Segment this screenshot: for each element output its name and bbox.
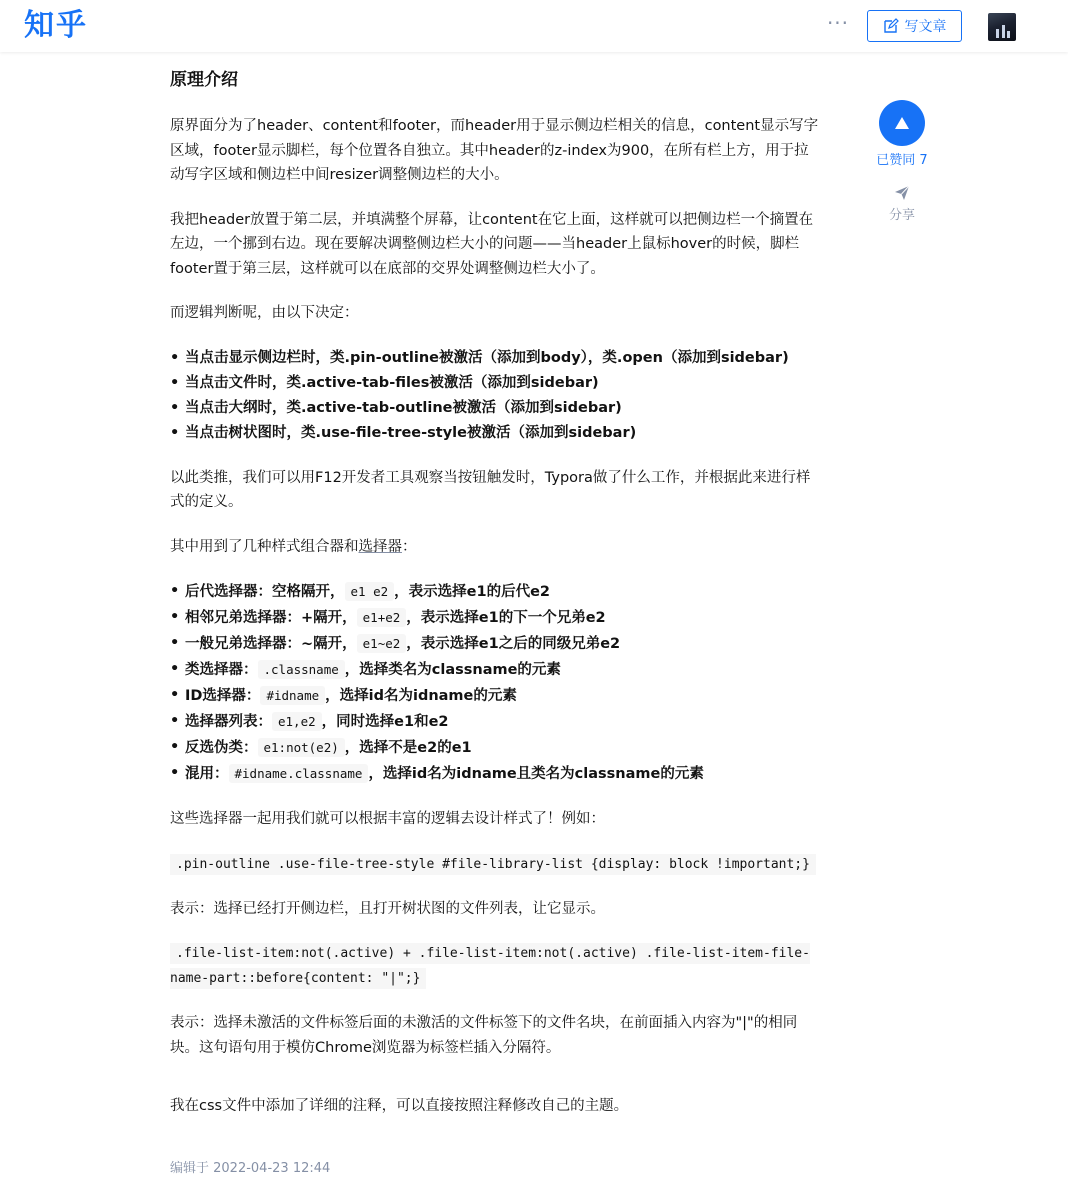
selectors-intro-text: 其中用到了几种样式组合器和 [170,538,359,555]
inline-code: e1,e2 [272,712,322,731]
selector-desc: ，表示选择e1的下一个兄弟e2 [406,610,606,626]
share-button-label[interactable]: 分享 [888,208,915,223]
selector-desc: ，选择类名为classname的元素 [344,662,561,678]
list-item: • 当点击文件时，类.active-tab-files被激活（添加到sidebar) [170,371,820,396]
paragraph-selectors-intro [170,535,820,560]
code-text: .file-list-item:not(.active) + .file-list-item:not(.active) .file-list-item-file-name-part::before{content: "|";} [170,943,810,989]
list-item [170,709,820,735]
list-item [170,683,820,709]
inline-code: #idname [260,686,325,705]
selector-desc: ，同时选择e1和e2 [321,714,449,730]
list-item [170,735,820,761]
class-trigger-list [170,346,820,446]
spacer [170,1139,820,1153]
list-item [170,761,820,787]
code-text: .pin-outline .use-file-tree-style #file-library-list {display: block !important;} [170,854,816,875]
selector-desc: ，表示选择e1之后的同级兄弟e2 [406,636,621,652]
code-example-2 [170,941,820,991]
selector-label: 类选择器： [185,662,258,678]
selectors-intro-colon: ： [402,538,417,555]
code-example-1 [170,852,820,877]
inline-code: e1~e2 [357,634,407,653]
inline-code: .classname [258,660,345,679]
list-item: • 当点击树状图时，类.use-file-tree-style被激活（添加到sidebar) [170,421,820,446]
article-content [170,56,820,1179]
paragraph-comments-note: 我在css文件中添加了详细的注释，可以直接按照注释修改自己的主题。 [170,1098,629,1114]
selector-label: 一般兄弟选择器：~隔开， [185,636,357,652]
triangle-up-icon [895,117,909,129]
section-heading: 原理介绍 [170,70,238,90]
selector-desc: ，选择不是e2的e1 [344,740,472,756]
list-item [170,657,820,683]
list-item [170,631,820,657]
selector-label: 后代选择器：空格隔开， [185,584,345,600]
write-article-button[interactable] [867,10,962,42]
list-item [170,605,820,631]
paragraph-example2-desc: 表示：选择未激活的文件标签后面的未激活的文件标签下的文件名块，在前面插入内容为"|"的相同块。这句语句用于模仿Chrome浏览器为标签栏插入分隔符。 [170,1015,798,1056]
inline-code: e1 e2 [345,582,395,601]
paragraph-logic-intro: 而逻辑判断呢，由以下决定： [170,305,359,321]
write-article-label: 写文章 [904,19,947,35]
inline-code: e1:not(e2) [258,738,345,757]
selector-label: 相邻兄弟选择器：+隔开， [185,610,357,626]
selector-label: 选择器列表： [185,714,272,730]
selector-desc: ，表示选择e1的后代e2 [394,584,550,600]
edit-icon [883,18,899,34]
selector-desc: ，选择id名为idname的元素 [325,688,517,704]
article-action-sidebar [870,100,934,225]
edit-timestamp: 编辑于 2022-04-23 12:44 [170,1160,331,1176]
selector-link[interactable]: 选择器 [358,538,402,555]
paragraph-example1-desc: 表示：选择已经打开侧边栏，且打开树状图的文件列表，让它显示。 [170,900,605,917]
inline-code: #idname.classname [229,764,369,783]
paragraph-devtools: 以此类推，我们可以用F12开发者工具观察当按钮触发时，Typora做了什么工作，并根据此来进行样式的定义。 [170,469,811,510]
selector-list [170,579,820,787]
more-options-button[interactable]: ··· [826,11,850,35]
list-item: • 当点击显示侧边栏时，类.pin-outline被激活（添加到body），类.open（添加到sidebar) [170,346,820,371]
selector-label: 混用： [185,766,229,782]
spacer [170,1080,820,1094]
top-navbar [0,0,1068,52]
paragraph-layers: 我把header放置于第二层，并填满整个屏幕，让content在它上面，这样就可以把侧边栏一个摘置在左边，一个挪到右边。现在要解决调整侧边栏大小的问题——当header上鼠标hover的时候，脚栏footer置于第三层，这样就可以在底部的交界处调整侧边栏大小了。 [170,211,814,277]
paragraph-layout: 原界面分为了header、content和footer，而header用于显示侧边栏相关的信息，content显示写字区域，footer显示脚栏，每个位置各自独立。其中header的z-index为900，在所有栏上方，用于拉动写字区域和侧边栏中间resizer调整侧边栏的大小。 [170,118,819,183]
inline-code: e1+e2 [357,608,407,627]
upvote-button[interactable] [879,100,925,146]
paragraph-example-intro: 这些选择器一起用我们就可以根据丰富的逻辑去设计样式了！例如： [170,811,605,827]
zhihu-logo[interactable]: 知乎 [24,8,88,43]
list-item [170,579,820,605]
share-icon[interactable] [893,184,911,202]
user-avatar[interactable] [988,13,1016,41]
upvote-count[interactable]: 已赞同 7 [876,153,928,168]
list-item: • 当点击大纲时，类.active-tab-outline被激活（添加到sidebar) [170,396,820,421]
selector-label: 反选伪类： [185,740,258,756]
selector-desc: ，选择id名为idname且类名为classname的元素 [368,766,704,782]
selector-label: ID选择器： [185,688,261,704]
